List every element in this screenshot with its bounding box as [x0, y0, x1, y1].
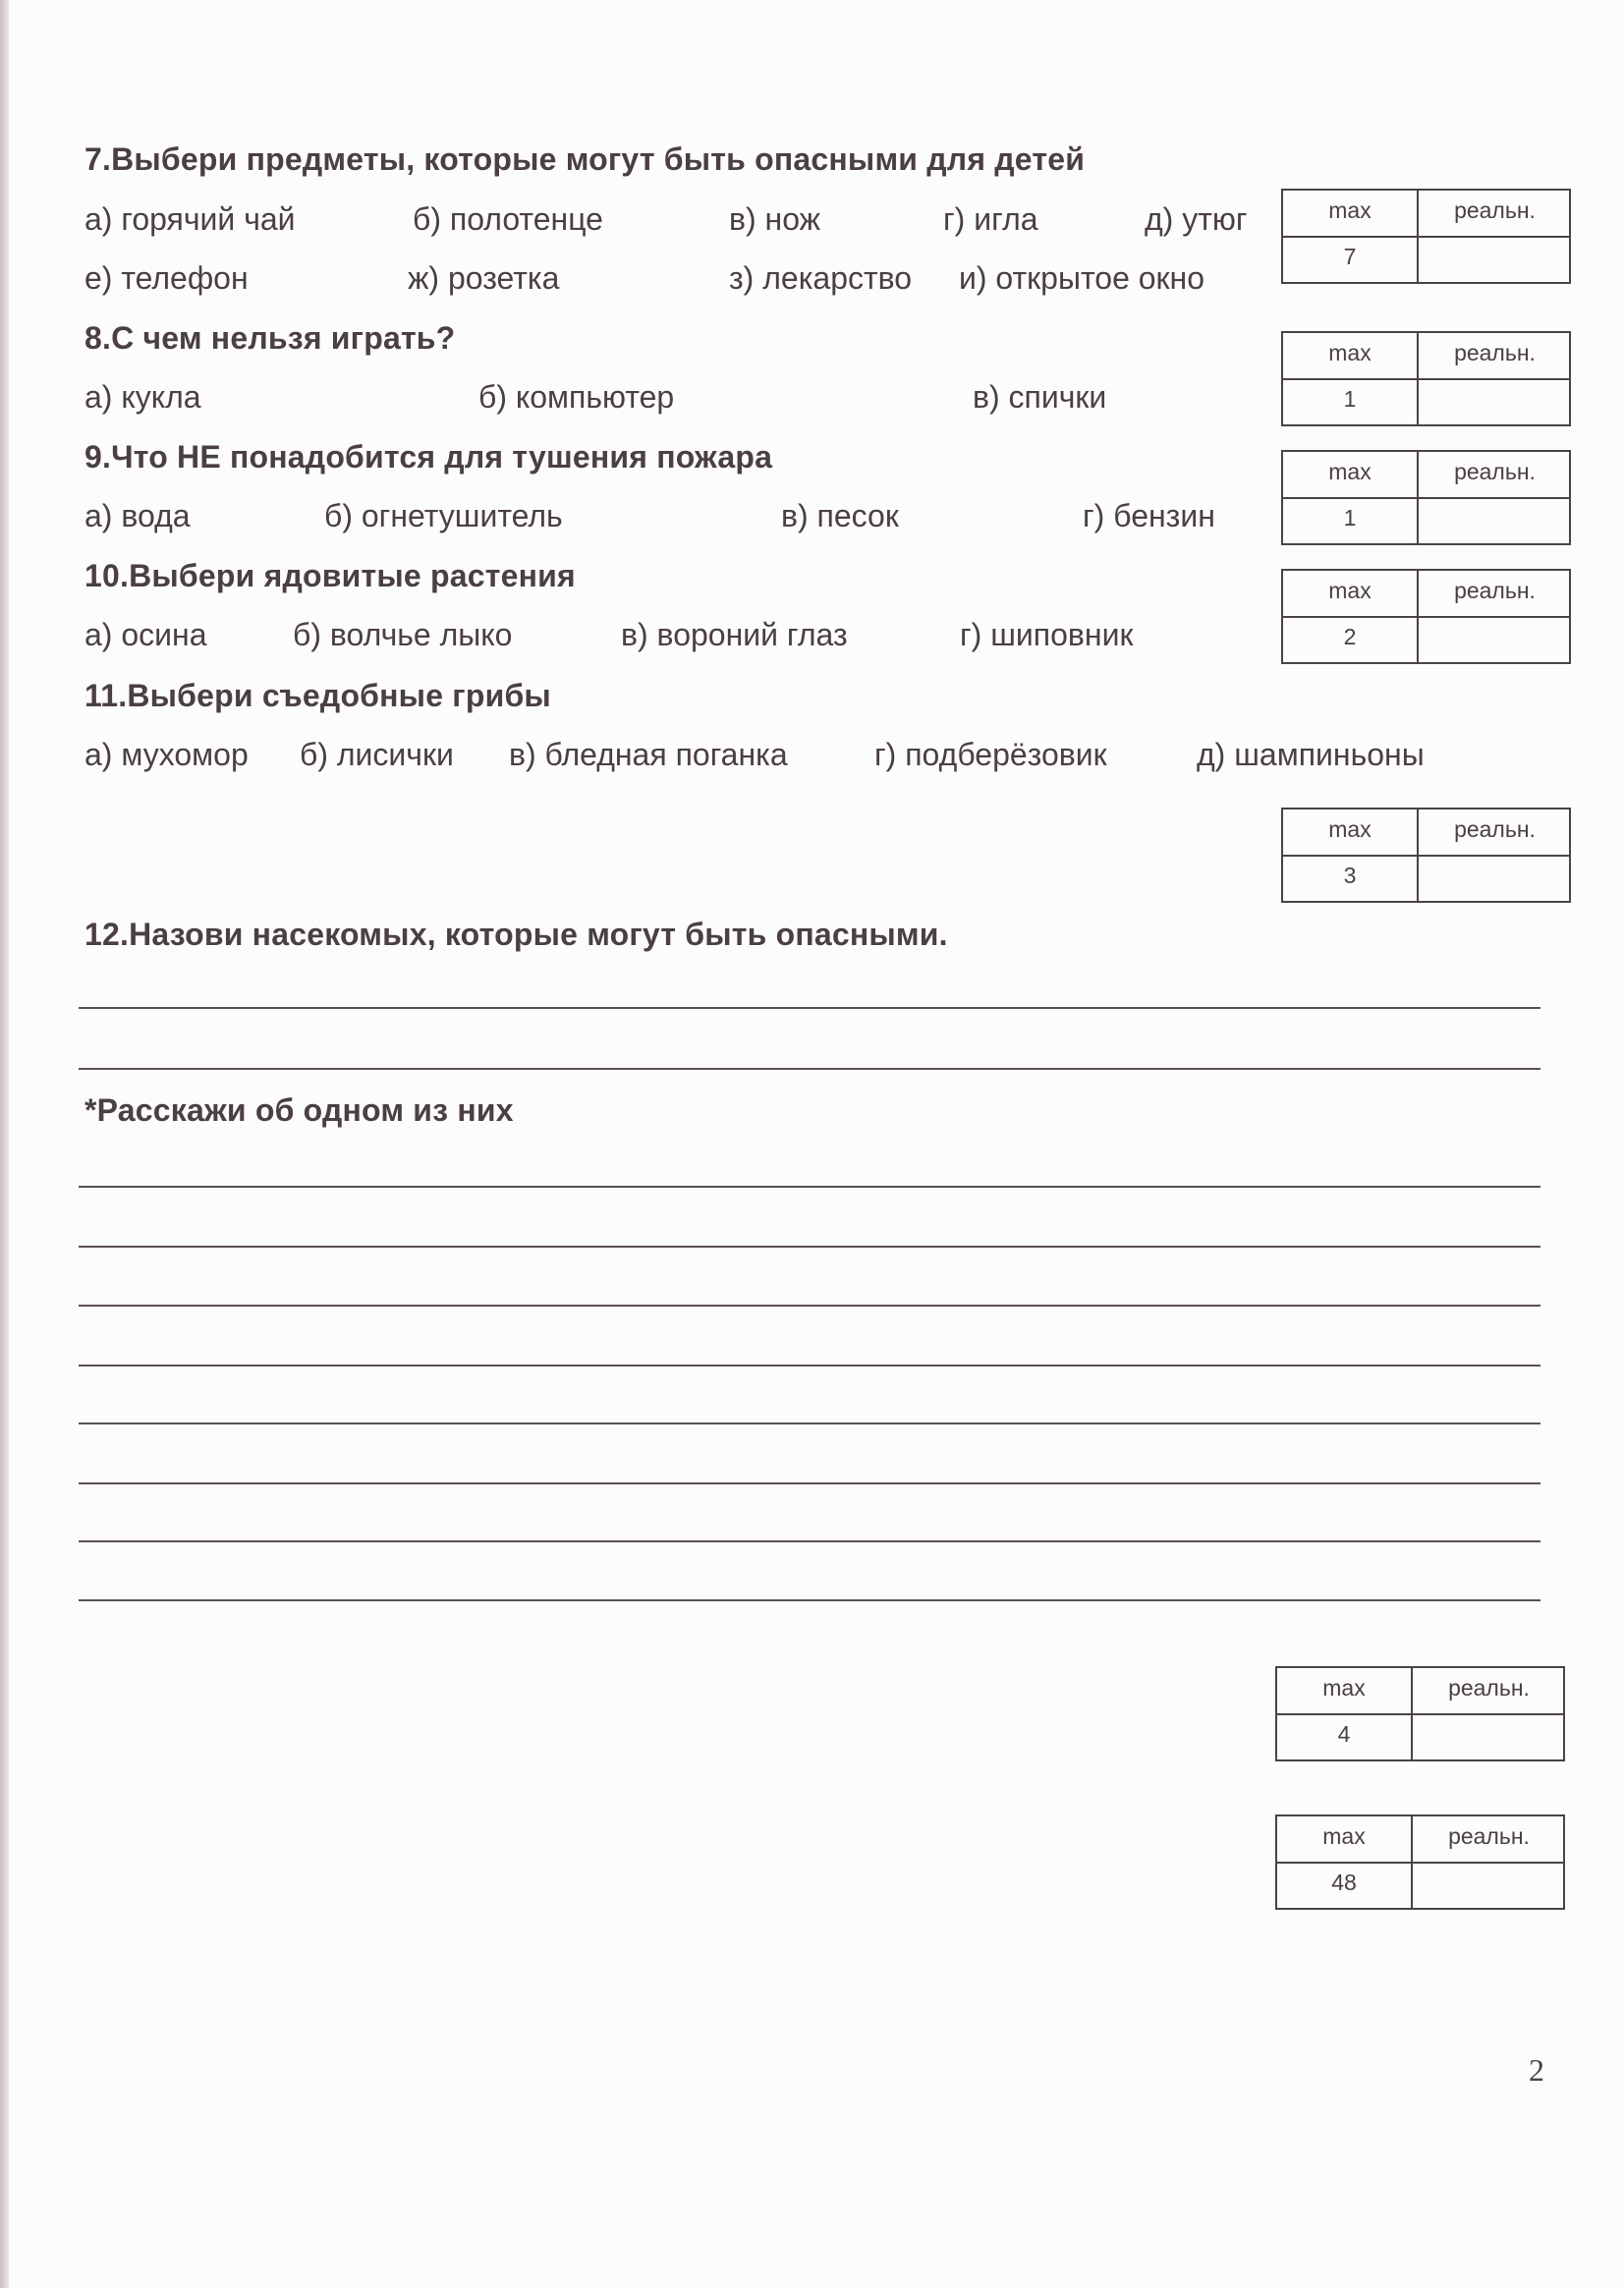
question-11-option-d: д) шампиньоны: [1197, 737, 1425, 772]
question-7-option-b: б) полотенце: [413, 201, 603, 237]
question-10-option-v: в) вороний глаз: [621, 617, 848, 652]
question-7-title: 7.Выбери предметы, которые могут быть опасными для детей: [84, 141, 1086, 177]
question-7-score-box: [1281, 189, 1571, 284]
answer-line[interactable]: [79, 1540, 1540, 1542]
question-12-score-box: [1275, 1666, 1565, 1761]
question-8-title: 8.С чем нельзя играть?: [84, 320, 456, 356]
total-max-label: max: [1322, 1823, 1366, 1849]
score-max-label: max: [1328, 816, 1372, 842]
answer-line[interactable]: [79, 1482, 1540, 1484]
answer-line[interactable]: [79, 1007, 1540, 1009]
question-10-option-a: а) осина: [84, 617, 207, 652]
score-max-label: max: [1322, 1675, 1366, 1701]
answer-line[interactable]: [79, 1365, 1540, 1367]
score-max-value: 7: [1343, 244, 1357, 269]
question-7-option-g: г) игла: [943, 201, 1038, 237]
question-10-title: 10.Выбери ядовитые растения: [84, 558, 576, 593]
question-9-title: 9.Что НЕ понадобится для тушения пожара: [84, 439, 773, 474]
question-11-option-g: г) подберёзовик: [874, 737, 1107, 772]
score-real-label: реальн.: [1454, 578, 1536, 603]
question-9-option-v: в) песок: [781, 498, 899, 533]
answer-line[interactable]: [79, 1186, 1540, 1188]
question-7-option-z: з) лекарство: [729, 260, 913, 296]
score-real-label: реальн.: [1454, 197, 1536, 223]
scan-edge: [0, 0, 9, 2288]
answer-line[interactable]: [79, 1068, 1540, 1070]
question-7-option-e: е) телефон: [84, 260, 249, 296]
question-8-option-b: б) компьютер: [478, 379, 675, 415]
score-real-label: реальн.: [1454, 340, 1536, 365]
question-8-option-v: в) спички: [973, 379, 1107, 415]
total-real-label: реальн.: [1448, 1823, 1530, 1849]
question-11-option-b: б) лисички: [300, 737, 454, 772]
answer-line[interactable]: [79, 1423, 1540, 1424]
score-max-value: 4: [1337, 1721, 1351, 1747]
total-score-box: [1275, 1814, 1565, 1910]
question-11-score-box: [1281, 808, 1571, 903]
score-max-value: 3: [1343, 863, 1357, 888]
score-max-value: 1: [1343, 505, 1357, 530]
page-number: 2: [1529, 2052, 1544, 2088]
question-10-option-b: б) волчье лыко: [293, 617, 513, 652]
answer-line[interactable]: [79, 1305, 1540, 1307]
question-8-score-box: [1281, 331, 1571, 426]
score-max-label: max: [1328, 197, 1372, 223]
answer-line[interactable]: [79, 1246, 1540, 1248]
score-max-label: max: [1328, 340, 1372, 365]
question-9-option-g: г) бензин: [1083, 498, 1215, 533]
question-11-option-a: а) мухомор: [84, 737, 249, 772]
score-max-value: 1: [1343, 386, 1357, 412]
score-max-value: 2: [1343, 624, 1357, 649]
question-12-title: 12.Назови насекомых, которые могут быть опасными.: [84, 917, 948, 952]
question-9-option-a: а) вода: [84, 498, 191, 533]
question-9-score-box: [1281, 450, 1571, 545]
question-10-score-box: [1281, 569, 1571, 664]
question-7-option-i: и) открытое окно: [959, 260, 1205, 296]
question-7-option-d: д) утюг: [1145, 201, 1248, 237]
question-11-option-v: в) бледная поганка: [509, 737, 788, 772]
score-max-label: max: [1328, 459, 1372, 484]
score-real-label: реальн.: [1454, 816, 1536, 842]
question-11-title: 11.Выбери съедобные грибы: [84, 678, 551, 713]
question-7-option-zh: ж) розетка: [408, 260, 560, 296]
total-max-value: 48: [1331, 1869, 1357, 1895]
question-8-option-a: а) кукла: [84, 379, 201, 415]
question-7-option-a: а) горячий чай: [84, 201, 296, 237]
score-real-label: реальн.: [1454, 459, 1536, 484]
question-7-option-v: в) нож: [729, 201, 821, 237]
score-real-label: реальн.: [1448, 1675, 1530, 1701]
question-12-subtitle: *Расскажи об одном из них: [84, 1092, 514, 1128]
answer-line[interactable]: [79, 1599, 1540, 1601]
question-9-option-b: б) огнетушитель: [324, 498, 563, 533]
score-max-label: max: [1328, 578, 1372, 603]
question-10-option-g: г) шиповник: [960, 617, 1134, 652]
